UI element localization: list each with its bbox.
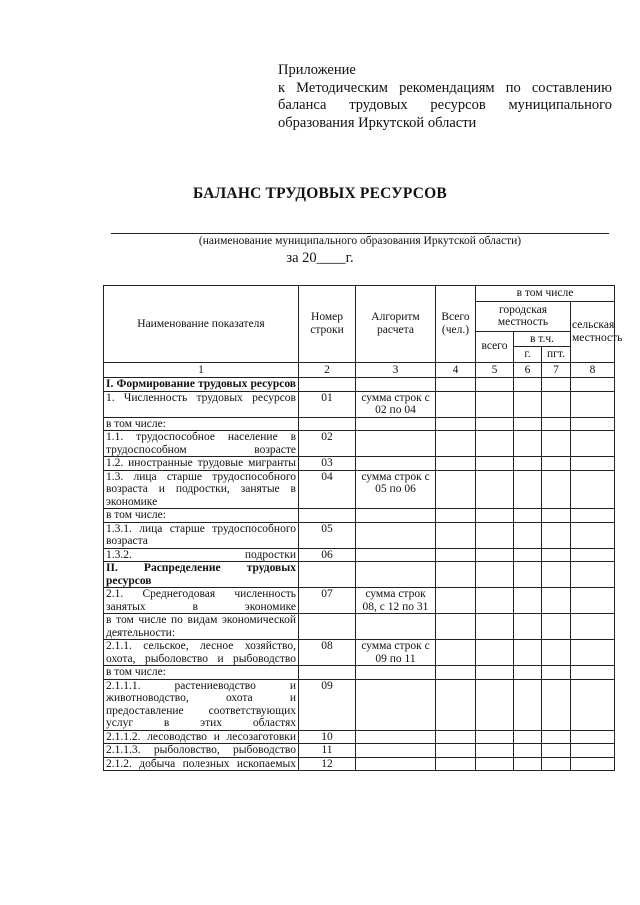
value-cell: [436, 679, 476, 730]
column-number: 8: [571, 362, 615, 378]
algorithm-cell: [356, 548, 436, 562]
value-cell: [571, 562, 615, 588]
value-cell: [436, 378, 476, 392]
header-urban: городская местность: [476, 301, 571, 331]
municipality-underline: [111, 233, 609, 234]
row-number-cell: [299, 378, 356, 392]
value-cell: [571, 679, 615, 730]
value-cell: [514, 588, 542, 614]
value-cell: [514, 757, 542, 771]
indicator-cell: 1.3.2. подростки: [104, 548, 299, 562]
row-number-cell: [299, 417, 356, 431]
appendix-line: баланса трудовых ресурсов муниципального: [278, 97, 612, 113]
column-number: 7: [542, 362, 571, 378]
value-cell: [571, 391, 615, 417]
header-rural: сельская местность: [571, 301, 615, 362]
algorithm-cell: [356, 562, 436, 588]
value-cell: [476, 378, 514, 392]
value-cell: [476, 457, 514, 471]
table-row: [104, 470, 615, 509]
row-number-cell: [299, 666, 356, 680]
value-cell: [514, 744, 542, 758]
value-cell: [571, 744, 615, 758]
value-cell: [436, 457, 476, 471]
value-cell: [476, 588, 514, 614]
value-cell: [514, 417, 542, 431]
value-cell: [436, 470, 476, 509]
value-cell: [514, 391, 542, 417]
value-cell: [514, 470, 542, 509]
value-cell: [571, 614, 615, 640]
algorithm-cell: [356, 457, 436, 471]
value-cell: [436, 417, 476, 431]
algorithm-cell: сумма строк с 02 по 04: [356, 391, 436, 417]
value-cell: [436, 522, 476, 548]
indicator-cell: 1. Численность трудовых ресурсов: [104, 391, 299, 417]
balance-table: [103, 285, 623, 771]
value-cell: [571, 378, 615, 392]
row-number-cell: 01: [299, 391, 356, 417]
row-number-cell: [299, 509, 356, 523]
row-number-cell: 07: [299, 588, 356, 614]
indicator-cell: в том числе:: [104, 509, 299, 523]
value-cell: [436, 614, 476, 640]
indicator-cell: в том числе:: [104, 666, 299, 680]
value-cell: [436, 391, 476, 417]
value-cell: [514, 509, 542, 523]
header-including: в том числе: [476, 286, 615, 302]
table-row: [104, 457, 615, 471]
header-indicator: Наименование показателя: [104, 286, 299, 363]
header-urban-total: всего: [476, 331, 514, 362]
indicator-cell: в том числе по видам экономической деятельности:: [104, 614, 299, 640]
value-cell: [476, 666, 514, 680]
column-number: 3: [356, 362, 436, 378]
table-body: [104, 378, 615, 771]
appendix-line: Приложение: [278, 62, 356, 78]
value-cell: [542, 562, 571, 588]
algorithm-cell: сумма строк 08, с 12 по 31: [356, 588, 436, 614]
algorithm-cell: [356, 744, 436, 758]
value-cell: [542, 509, 571, 523]
value-cell: [514, 679, 542, 730]
value-cell: [514, 666, 542, 680]
header-algorithm: Алгоритм расчета: [356, 286, 436, 363]
header-total: Всего (чел.): [436, 286, 476, 363]
value-cell: [571, 417, 615, 431]
value-cell: [476, 431, 514, 457]
row-number-cell: [299, 562, 356, 588]
row-number-cell: 10: [299, 730, 356, 744]
table-row: [104, 562, 615, 588]
value-cell: [542, 470, 571, 509]
value-cell: [542, 378, 571, 392]
table-row: [104, 391, 615, 417]
value-cell: [571, 470, 615, 509]
header-towns: пгт.: [542, 347, 571, 363]
row-number-cell: 06: [299, 548, 356, 562]
value-cell: [571, 522, 615, 548]
value-cell: [514, 457, 542, 471]
value-cell: [571, 431, 615, 457]
header-row-number: Номер строки: [299, 286, 356, 363]
value-cell: [436, 757, 476, 771]
value-cell: [436, 640, 476, 666]
indicator-cell: I. Формирование трудовых ресурсов: [104, 378, 299, 392]
appendix-line: к Методическим рекомендациям по составлению: [278, 79, 612, 96]
appendix-block: [278, 62, 612, 132]
row-number-cell: [299, 614, 356, 640]
algorithm-cell: [356, 509, 436, 523]
municipality-caption: (наименование муниципального образования Иркутской области): [198, 235, 522, 247]
value-cell: [514, 548, 542, 562]
table-row: [104, 417, 615, 431]
algorithm-cell: [356, 417, 436, 431]
value-cell: [514, 522, 542, 548]
column-number: 6: [514, 362, 542, 378]
indicator-cell: в том числе:: [104, 417, 299, 431]
row-number-cell: 09: [299, 679, 356, 730]
algorithm-cell: [356, 378, 436, 392]
value-cell: [571, 457, 615, 471]
row-number-cell: 04: [299, 470, 356, 509]
indicator-cell: 1.2. иностранные трудовые мигранты: [104, 457, 299, 471]
table-row: [104, 588, 615, 614]
value-cell: [476, 757, 514, 771]
value-cell: [476, 509, 514, 523]
header-cities: г.: [514, 347, 542, 363]
table-row: [104, 614, 615, 640]
value-cell: [542, 744, 571, 758]
value-cell: [476, 417, 514, 431]
value-cell: [514, 640, 542, 666]
value-cell: [436, 588, 476, 614]
table-row: [104, 378, 615, 392]
value-cell: [571, 509, 615, 523]
value-cell: [514, 431, 542, 457]
value-cell: [542, 548, 571, 562]
indicator-cell: 1.3. лица старше трудоспособного возраста и подростки, занятые в экономике: [104, 470, 299, 509]
indicator-cell: 2.1.2. добыча полезных ископаемых: [104, 757, 299, 771]
value-cell: [542, 431, 571, 457]
value-cell: [436, 730, 476, 744]
table-row: [104, 522, 615, 548]
row-number-cell: 03: [299, 457, 356, 471]
value-cell: [476, 640, 514, 666]
value-cell: [542, 391, 571, 417]
indicator-cell: 2.1.1.1. растениеводство и животноводство, охота и предоставление соответствующих услуг в этих областях: [104, 679, 299, 730]
algorithm-cell: [356, 757, 436, 771]
row-number-cell: 08: [299, 640, 356, 666]
table-row: [104, 509, 615, 523]
value-cell: [476, 391, 514, 417]
value-cell: [542, 417, 571, 431]
algorithm-cell: [356, 666, 436, 680]
table-row: [104, 431, 615, 457]
indicator-cell: 1.1. трудоспособное население в трудоспособном возрасте: [104, 431, 299, 457]
indicator-cell: II. Распределение трудовых ресурсов: [104, 562, 299, 588]
appendix-line: образования Иркутской области: [278, 114, 477, 131]
algorithm-cell: [356, 730, 436, 744]
algorithm-cell: сумма строк с 05 по 06: [356, 470, 436, 509]
indicator-cell: 2.1.1. сельское, лесное хозяйство, охота, рыболовство и рыбоводство: [104, 640, 299, 666]
value-cell: [542, 640, 571, 666]
column-number: 1: [104, 362, 299, 378]
value-cell: [436, 431, 476, 457]
value-cell: [476, 562, 514, 588]
value-cell: [542, 522, 571, 548]
indicator-cell: 2.1.1.2. лесоводство и лесозаготовки: [104, 730, 299, 744]
value-cell: [571, 548, 615, 562]
column-number-row: [104, 362, 615, 378]
value-cell: [542, 757, 571, 771]
period-line: за 20____г.: [286, 250, 354, 266]
value-cell: [476, 730, 514, 744]
column-number: 4: [436, 362, 476, 378]
table-row: [104, 640, 615, 666]
table-row: [104, 666, 615, 680]
value-cell: [476, 470, 514, 509]
value-cell: [436, 666, 476, 680]
algorithm-cell: [356, 431, 436, 457]
value-cell: [542, 457, 571, 471]
column-number: 2: [299, 362, 356, 378]
value-cell: [542, 679, 571, 730]
value-cell: [542, 588, 571, 614]
algorithm-cell: [356, 522, 436, 548]
table-row: [104, 757, 615, 771]
table-row: [104, 679, 615, 730]
value-cell: [476, 679, 514, 730]
value-cell: [542, 666, 571, 680]
indicator-cell: 2.1.1.3. рыболовство, рыбоводство: [104, 744, 299, 758]
value-cell: [436, 548, 476, 562]
value-cell: [542, 614, 571, 640]
value-cell: [514, 562, 542, 588]
indicator-cell: 2.1. Среднегодовая численность занятых в экономике: [104, 588, 299, 614]
algorithm-cell: [356, 614, 436, 640]
value-cell: [436, 562, 476, 588]
value-cell: [514, 378, 542, 392]
value-cell: [571, 640, 615, 666]
row-number-cell: 02: [299, 431, 356, 457]
column-number: 5: [476, 362, 514, 378]
algorithm-cell: сумма строк с 09 по 11: [356, 640, 436, 666]
indicator-cell: 1.3.1. лица старше трудоспособного возраста: [104, 522, 299, 548]
value-cell: [514, 614, 542, 640]
value-cell: [514, 730, 542, 744]
value-cell: [571, 666, 615, 680]
table-row: [104, 548, 615, 562]
table-row: [104, 730, 615, 744]
value-cell: [571, 757, 615, 771]
algorithm-cell: [356, 679, 436, 730]
value-cell: [476, 614, 514, 640]
value-cell: [571, 730, 615, 744]
table-row: [104, 744, 615, 758]
value-cell: [542, 730, 571, 744]
value-cell: [436, 744, 476, 758]
value-cell: [476, 744, 514, 758]
value-cell: [476, 522, 514, 548]
document-title: БАЛАНС ТРУДОВЫХ РЕСУРСОВ: [193, 185, 447, 202]
row-number-cell: 05: [299, 522, 356, 548]
row-number-cell: 11: [299, 744, 356, 758]
header-urban-incl: в т.ч.: [514, 331, 571, 347]
value-cell: [571, 588, 615, 614]
row-number-cell: 12: [299, 757, 356, 771]
value-cell: [476, 548, 514, 562]
value-cell: [436, 509, 476, 523]
